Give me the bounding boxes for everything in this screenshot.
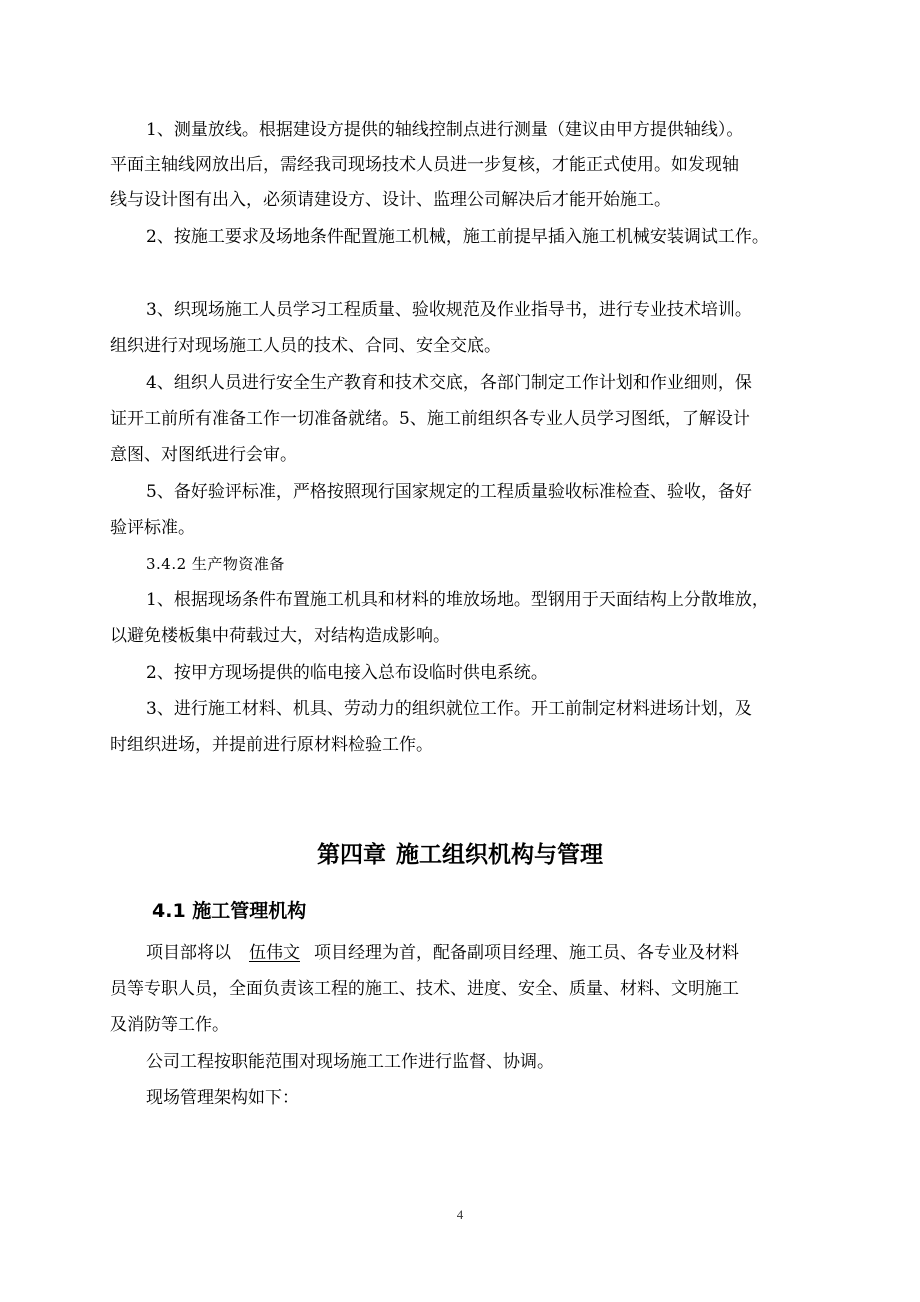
paragraph-line: 及消防等工作。 <box>110 1015 229 1035</box>
section-title: 4.1 施工管理机构 <box>152 900 307 922</box>
paragraph-line: 平面主轴线网放出后，需经我司现场技术人员进一步复核，才能正式使用。如发现轴 <box>110 155 739 175</box>
paragraph-line: 验评标准。 <box>110 518 195 538</box>
paragraph-line: 3、进行施工材料、机具、劳动力的组织就位工作。开工前制定材料进场计划，及 <box>146 699 752 719</box>
paragraph-line: 以避免楼板集中荷载过大，对结构造成影响。 <box>110 626 450 646</box>
manager-name: 伍伟文 <box>249 943 300 963</box>
paragraph-line: 3、织现场施工人员学习工程质量、验收规范及作业指导书，进行专业技术培训。 <box>146 300 752 320</box>
subsection-heading: 3.4.2 生产物资准备 <box>146 555 285 573</box>
paragraph-line: 证开工前所有准备工作一切准备就绪。5、施工前组织各专业人员学习图纸，了解设计 <box>110 409 750 429</box>
org-intro-suffix: 项目经理为首，配备副项目经理、施工员、各专业及材料 <box>314 943 739 963</box>
paragraph-line: 意图、对图纸进行会审。 <box>110 445 297 465</box>
paragraph-line: 公司工程按职能范围对现场施工工作进行监督、协调。 <box>146 1052 554 1072</box>
paragraph-line: 5、备好验评标准，严格按照现行国家规定的工程质量验收标准检查、验收，备好 <box>146 482 752 502</box>
paragraph-line: 1、根据现场条件布置施工机具和材料的堆放场地。型钢用于天面结构上分散堆放， <box>146 590 769 610</box>
paragraph-line: 时组织进场，并提前进行原材料检验工作。 <box>110 735 433 755</box>
paragraph-line: 线与设计图有出入，必须请建设方、设计、监理公司解决后才能开始施工。 <box>110 190 671 210</box>
chapter-name: 施工组织机构与管理 <box>396 842 603 868</box>
chapter-title <box>0 839 920 871</box>
chapter-number: 第四章 <box>317 842 386 868</box>
paragraph-line: 1、测量放线。根据建设方提供的轴线控制点进行测量（建议由甲方提供轴线）。 <box>146 120 744 140</box>
paragraph-line: 2、按施工要求及场地条件配置施工机械，施工前提早插入施工机械安装调试工作。 <box>146 227 769 247</box>
paragraph-line: 组织进行对现场施工人员的技术、合同、安全交底。 <box>110 336 501 356</box>
paragraph-line: 4、组织人员进行安全生产教育和技术交底，各部门制定工作计划和作业细则，保 <box>146 373 752 393</box>
paragraph-line: 现场管理架构如下： <box>146 1088 299 1108</box>
org-intro-prefix: 项目部将以 <box>146 943 231 963</box>
paragraph-line: 员等专职人员，全面负责该工程的施工、技术、进度、安全、质量、材料、文明施工 <box>110 979 739 999</box>
page-number: 4 <box>456 1207 464 1222</box>
paragraph-line: 2、按甲方现场提供的临电接入总布设临时供电系统。 <box>146 663 548 683</box>
org-intro-line <box>0 941 920 965</box>
